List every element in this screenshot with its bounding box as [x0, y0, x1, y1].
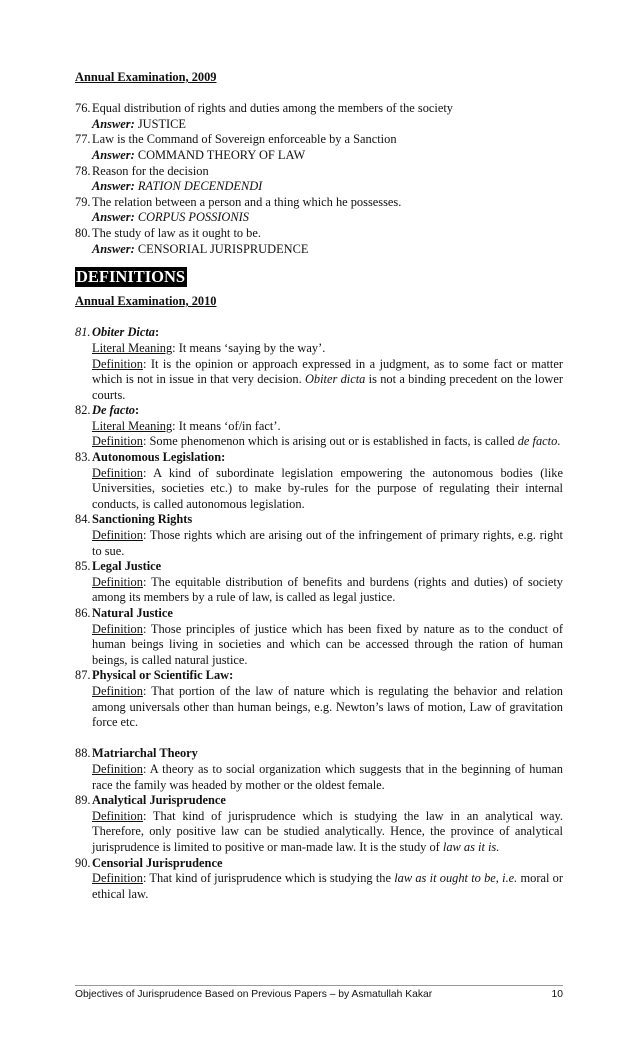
term-physical-or-scientific-law: Physical or Scientific Law: [92, 668, 234, 683]
definition-86: 86. Natural Justice Definition: Those principles of justice which has been fixed by nature as to the conduct of human beings living in societies and which can be accessed through the ration of human beings, is called natural justice. [75, 606, 563, 667]
answer-80: Answer: CENSORIAL JURISPRUDENCE [92, 241, 309, 256]
term-legal-justice: Legal Justice [92, 559, 162, 574]
document-page [75, 70, 563, 902]
definition-89: 89. Analytical Jurisprudence Definition: That kind of jurisprudence which is studying the law in an analytical way. Therefore, only positive law can be studied analytically. Hence, the province of analytical jurisprudence is limited to positive or man-made law. It is the study of law as it is. [75, 793, 563, 854]
answer-76: Answer: JUSTICE [92, 116, 187, 131]
definition-90: 90. Censorial Jurisprudence Definition: That kind of jurisprudence which is studying the law as it ought to be, i.e. moral or ethical law. [75, 855, 563, 901]
definition-81: 81. Obiter Dicta: Literal Meaning: It means ‘saying by the way’. Definition: It is the opinion or approach expressed in a judgment, as to some fact or matter which is not in issue in that very decision. Obiter dicta is not a binding precedent on the lower courts. [75, 325, 563, 402]
section-heading-2010: Annual Examination, 2010 [75, 294, 217, 309]
term-analytical-jurisprudence: Analytical Jurisprudence [92, 793, 226, 808]
answer-79: Answer: CORPUS POSSIONIS [92, 210, 249, 225]
question-80: 80. The study of law as it ought to be. Answer: CENSORIAL JURISPRUDENCE [75, 226, 563, 257]
question-77: 77. Law is the Command of Sovereign enforceable by a Sanction Answer: COMMAND THEORY OF LAW [75, 132, 563, 163]
definition-82: 82. De facto: Literal Meaning: It means ‘of/in fact’. Definition: Some phenomenon which is arising out or is established in facts, is called de facto. [75, 403, 561, 449]
term-natural-justice: Natural Justice [92, 606, 173, 620]
answer-77: Answer: COMMAND THEORY OF LAW [92, 147, 306, 162]
term-censorial-jurisprudence: Censorial Jurisprudence [92, 855, 223, 870]
definition-83: 83. Autonomous Legislation: Definition: A kind of subordinate legislation empowering the autonomous bodies (like Universities, societies etc.) to make by-rules for the purpose of regulating their internal conducts, is called autonomous legislation. [75, 450, 563, 511]
term-matriarchal-theory: Matriarchal Theory [92, 746, 198, 761]
footer-title: Objectives of Jurisprudence Based on Previous Papers – by Asmatullah Kakar [75, 989, 433, 1000]
term-autonomous-legislation: Autonomous Legislation: [92, 450, 226, 465]
definitions-heading: DEFINITIONS [76, 267, 186, 287]
question-78: 78. Reason for the decision Answer: RATION DECENDENDI [75, 164, 563, 195]
page-footer [75, 985, 563, 1000]
term-sanctioning-rights: Sanctioning Rights [92, 512, 193, 527]
answer-78: Answer: RATION DECENDENDI [92, 179, 263, 194]
term-de-facto: De facto [92, 403, 136, 418]
definition-84: 84. Sanctioning Rights Definition: Those rights which are arising out of the infringement of primary rights, e.g. right to sue. [75, 512, 563, 558]
term-obiter-dicta: Obiter Dicta [92, 325, 155, 340]
question-76: 76. Equal distribution of rights and duties among the members of the society Answer: JUSTICE [75, 101, 563, 132]
page-number: 10 [551, 989, 563, 1000]
section-heading-2009: Annual Examination, 2009 [75, 70, 217, 84]
definition-88: 88. Matriarchal Theory Definition: A theory as to social organization which suggests that in the beginning of human race the family was headed by mother or the oldest female. [75, 746, 563, 792]
definition-85: 85. Legal Justice Definition: The equitable distribution of benefits and burdens (rights and duties) of society among its members by a rule of law, is called as legal justice. [75, 559, 563, 605]
definition-87: 87. Physical or Scientific Law: Definition: That portion of the law of nature which is regulating the behavior and relation among universals other than human beings, e.g. Newton’s laws of motion, Law of gravitation force etc. [75, 668, 563, 730]
question-79: 79. The relation between a person and a thing which he possesses. Answer: CORPUS POSSIONIS [75, 195, 563, 226]
